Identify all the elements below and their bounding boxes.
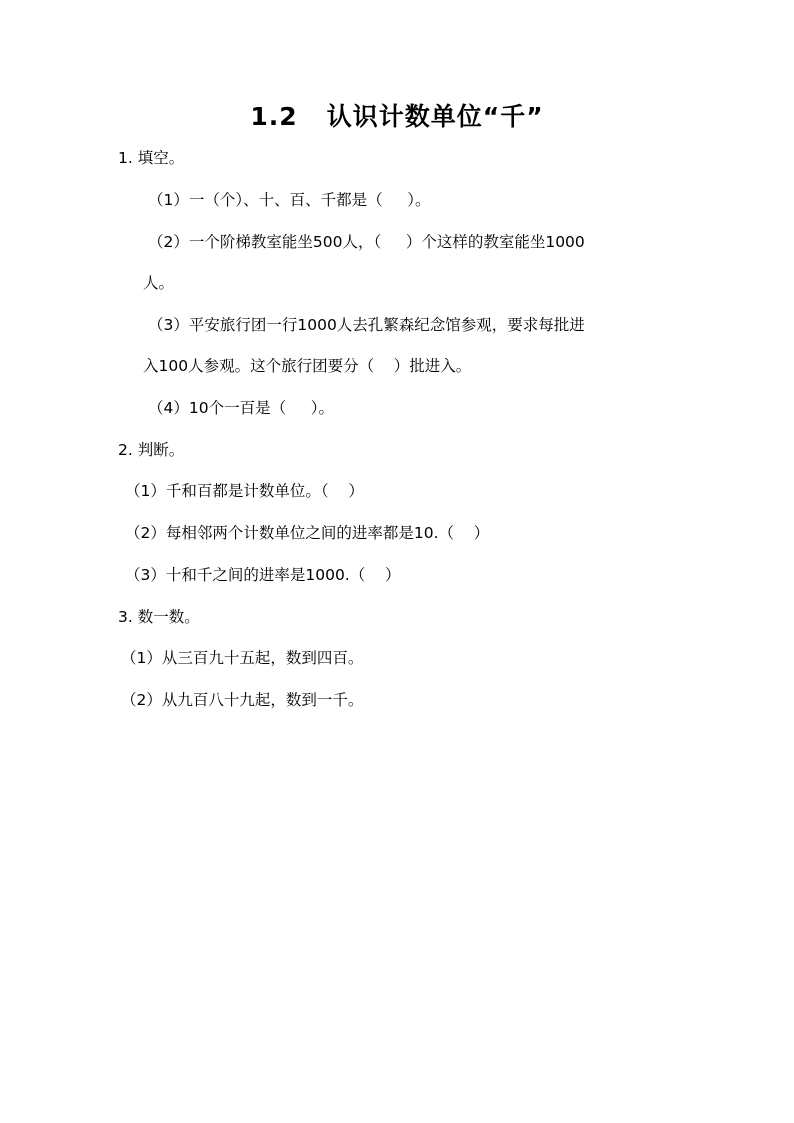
fill-blank-question-2-line-1: （2）一个阶梯教室能坐500人，（ ）个这样的教室能坐1000 <box>148 233 585 251</box>
count-item-2: （2）从九百八十九起，数到一千。 <box>121 691 364 709</box>
section-heading-count: 3. 数一数。 <box>118 608 200 626</box>
page-title: 1.2 认识计数单位“千” <box>250 102 544 131</box>
fill-blank-question-2-line-2: 人。 <box>143 274 175 292</box>
fill-blank-question-1: （1）一（个）、十、百、千都是（ ）。 <box>148 191 431 209</box>
fill-blank-question-3-line-1: （3）平安旅行团一行1000人去孔繁森纪念馆参观，要求每批进 <box>148 316 585 334</box>
section-heading-fill-blank: 1. 填空。 <box>118 149 185 167</box>
fill-blank-question-3-line-2: 入100人参观。这个旅行团要分（ ）批进入。 <box>143 357 472 375</box>
fill-blank-question-4: （4）10个一百是（ ）。 <box>148 399 334 417</box>
judge-item-2: （2）每相邻两个计数单位之间的进率都是10.（ ） <box>125 524 490 542</box>
section-heading-judge: 2. 判断。 <box>118 441 185 459</box>
judge-item-3: （3）十和千之间的进率是1000.（ ） <box>125 566 401 584</box>
count-item-1: （1）从三百九十五起，数到四百。 <box>121 649 364 667</box>
judge-item-1: （1）千和百都是计数单位。（ ） <box>125 482 364 500</box>
